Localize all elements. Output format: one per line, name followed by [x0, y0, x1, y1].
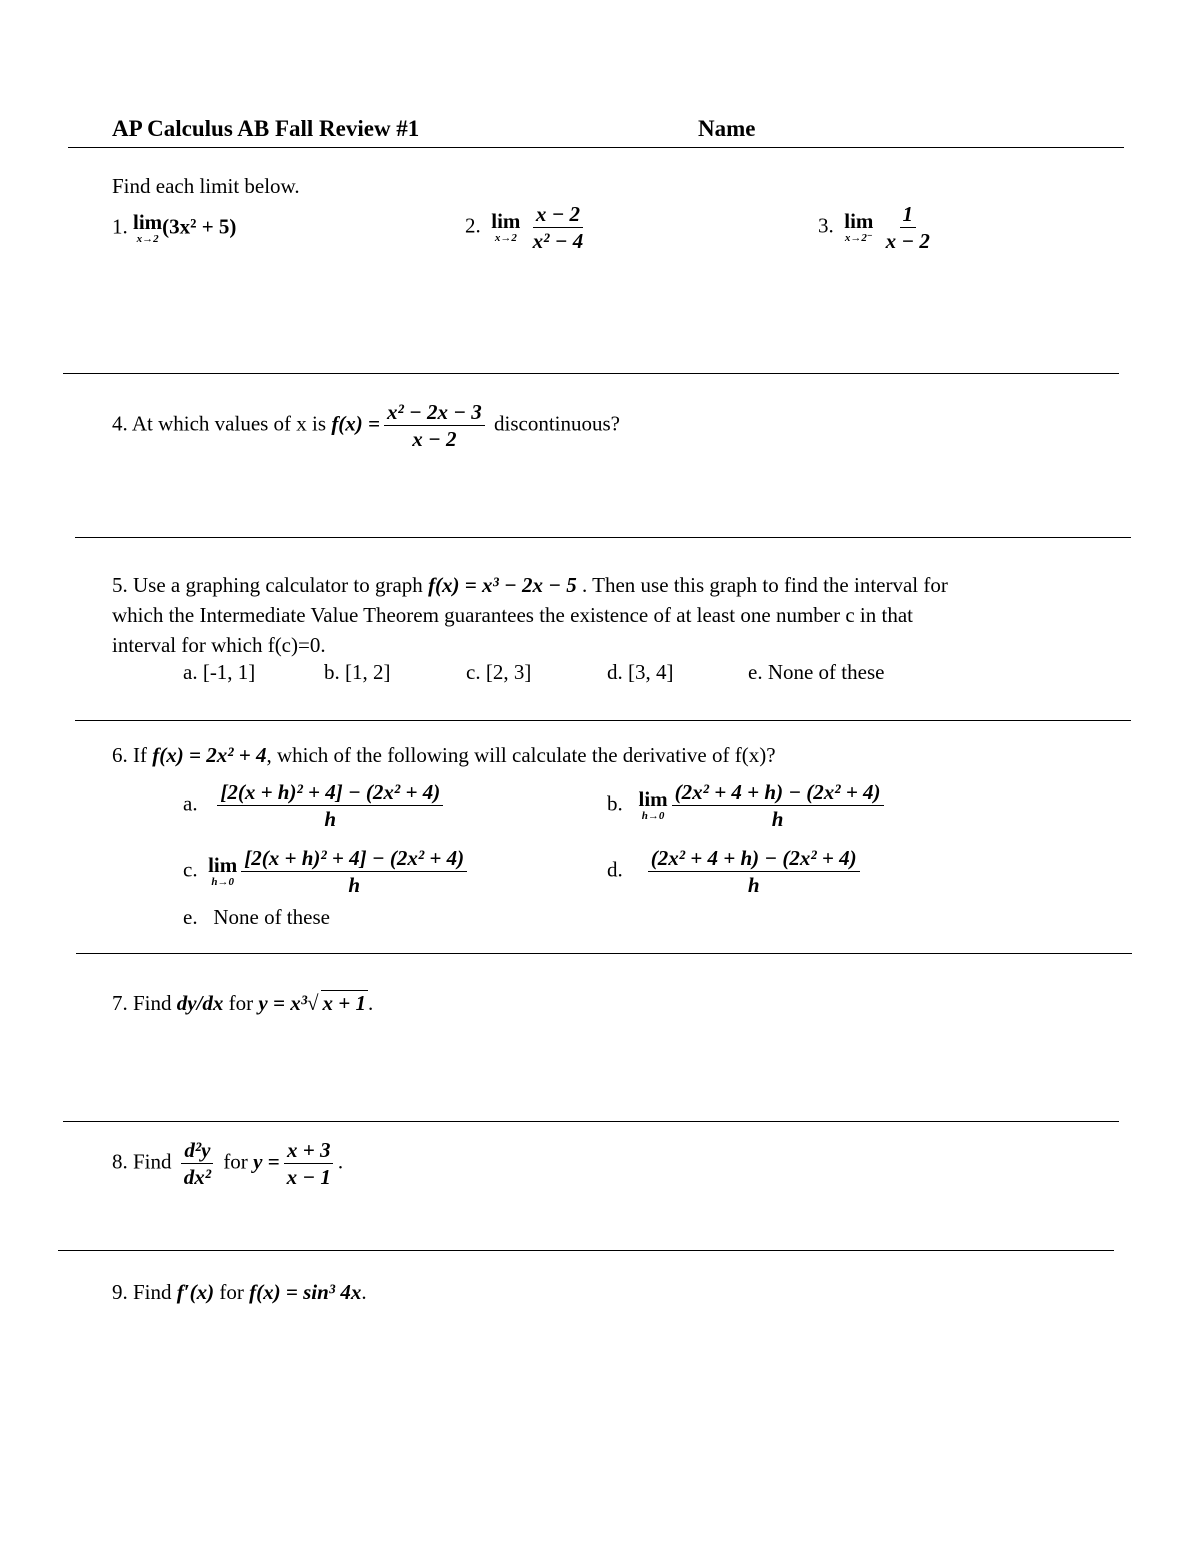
q5-function: f(x) = x³ − 2x − 5: [428, 573, 577, 597]
q5-choice-a: a. [-1, 1]: [183, 660, 256, 684]
question-6: [112, 743, 776, 768]
q9-prefix: 9. Find: [112, 1280, 172, 1304]
divider-5: [63, 1121, 1119, 1122]
question-2: [465, 202, 590, 253]
sqrt-icon: √: [307, 991, 319, 1015]
q2-limit: lim x→2: [491, 209, 521, 245]
q6-b-label: b.: [607, 791, 623, 816]
divider-6: [58, 1250, 1114, 1251]
q8-second-derivative: $\frac{\text{d²y}}{\text{dx²}}$: [181, 1138, 214, 1189]
name-label: Name: [698, 116, 756, 141]
q6-b-limit: lim h→0: [638, 787, 668, 823]
q5-choice-d: d. [3, 4]: [607, 660, 674, 684]
q5-choice-e: e. None of these: [748, 660, 885, 684]
q4-function: f(x) =: [331, 411, 381, 436]
q5-line-2: which the Intermediate Value Theorem guarantees the existence of at least one number c in that: [112, 603, 913, 627]
q5-text-a: 5. Use a graphing calculator to graph: [112, 573, 423, 597]
q1-limit: lim x→2: [133, 210, 163, 245]
q7-function: y = x³: [258, 991, 308, 1015]
q2-number: 2.: [465, 213, 481, 238]
q6-a-label: a.: [183, 791, 198, 816]
q6-d-fraction: $\frac{\text{(2x² + 4 + h) − (2x² + 4)}}{h}$: [648, 846, 860, 897]
question-7: [112, 990, 373, 1016]
q6-option-e: [183, 905, 330, 930]
q6-e-label: e.: [183, 905, 198, 929]
question-5: [112, 570, 948, 660]
divider-2: [75, 537, 1131, 538]
q4-fraction: $\frac{\text{x² − 2x − 3}}{x - 2}$: [384, 400, 485, 451]
q8-fraction: $\frac{x + 3}{x - 1}$: [284, 1138, 334, 1189]
q5-text-b: . Then use this graph to find the interval for: [582, 573, 948, 597]
question-1: [112, 212, 236, 245]
q7-end: .: [368, 991, 374, 1015]
q8-for: for: [223, 1149, 248, 1174]
question-4: [112, 400, 620, 451]
q6-option-d: [607, 846, 864, 897]
question-9: [112, 1280, 367, 1305]
q1-expression: (3x² + 5): [162, 214, 237, 239]
q6-suffix: , which of the following will calculate the derivative of f(x)?: [266, 743, 776, 767]
q7-prefix: 7. Find: [112, 991, 172, 1015]
q6-option-c: [183, 846, 471, 897]
q9-end: .: [361, 1280, 367, 1304]
q9-function: f(x) = sin³ 4x: [249, 1280, 362, 1304]
q2-fraction: $\frac{x - 2}{\text{x² − 4}}$: [532, 202, 584, 254]
q5-choice-c: c. [2, 3]: [466, 660, 532, 684]
q9-for: for: [219, 1280, 244, 1304]
q1-number: 1.: [112, 214, 128, 239]
question-8: [112, 1138, 343, 1189]
q6-c-label: c.: [183, 857, 198, 882]
q6-option-b: [607, 780, 888, 831]
divider-3: [75, 720, 1131, 721]
q7-for: for: [228, 991, 254, 1015]
q7-derivative: dy/dx: [176, 991, 224, 1015]
q8-prefix: 8. Find: [112, 1149, 172, 1174]
question-3: [818, 202, 937, 253]
q6-e-text: None of these: [213, 905, 330, 929]
q6-d-label: d.: [607, 857, 623, 882]
q6-prefix: 6. If: [112, 743, 147, 767]
q6-option-a: [183, 780, 447, 831]
q3-limit: lim x→2⁻: [844, 209, 874, 245]
header-rule: [68, 147, 1124, 148]
q7-radicand: x + 1: [322, 991, 367, 1015]
q6-a-fraction: $\frac{\text{[2(x + h)² + 4] − (2x² + 4)}}{h}$: [217, 780, 443, 831]
divider-4: [76, 953, 1132, 954]
q6-function: f(x) = 2x² + 4: [152, 743, 267, 767]
q4-prefix: 4. At which values of x is: [112, 411, 327, 436]
q8-end: .: [337, 1149, 344, 1174]
q6-c-limit: lim h→0: [208, 853, 238, 889]
q6-c-fraction: $\frac{\text{[2(x + h)² + 4] − (2x² + 4)}}{h}$: [241, 846, 467, 897]
q6-b-fraction: $\frac{\text{(2x² + 4 + h) − (2x² + 4)}}{h}$: [672, 780, 884, 831]
q3-number: 3.: [818, 213, 834, 238]
instructions: Find each limit below.: [112, 174, 300, 198]
divider-1: [63, 373, 1119, 374]
q8-y: y =: [253, 1149, 280, 1174]
page-title: AP Calculus AB Fall Review #1: [112, 116, 420, 141]
q5-choice-b: b. [1, 2]: [324, 660, 391, 684]
q9-derivative: f′(x): [176, 1280, 215, 1304]
q5-line-3: interval for which f(c)=0.: [112, 633, 326, 657]
q3-fraction: $\frac{1}{x - 2}$: [885, 202, 930, 254]
q4-suffix: discontinuous?: [494, 411, 621, 436]
